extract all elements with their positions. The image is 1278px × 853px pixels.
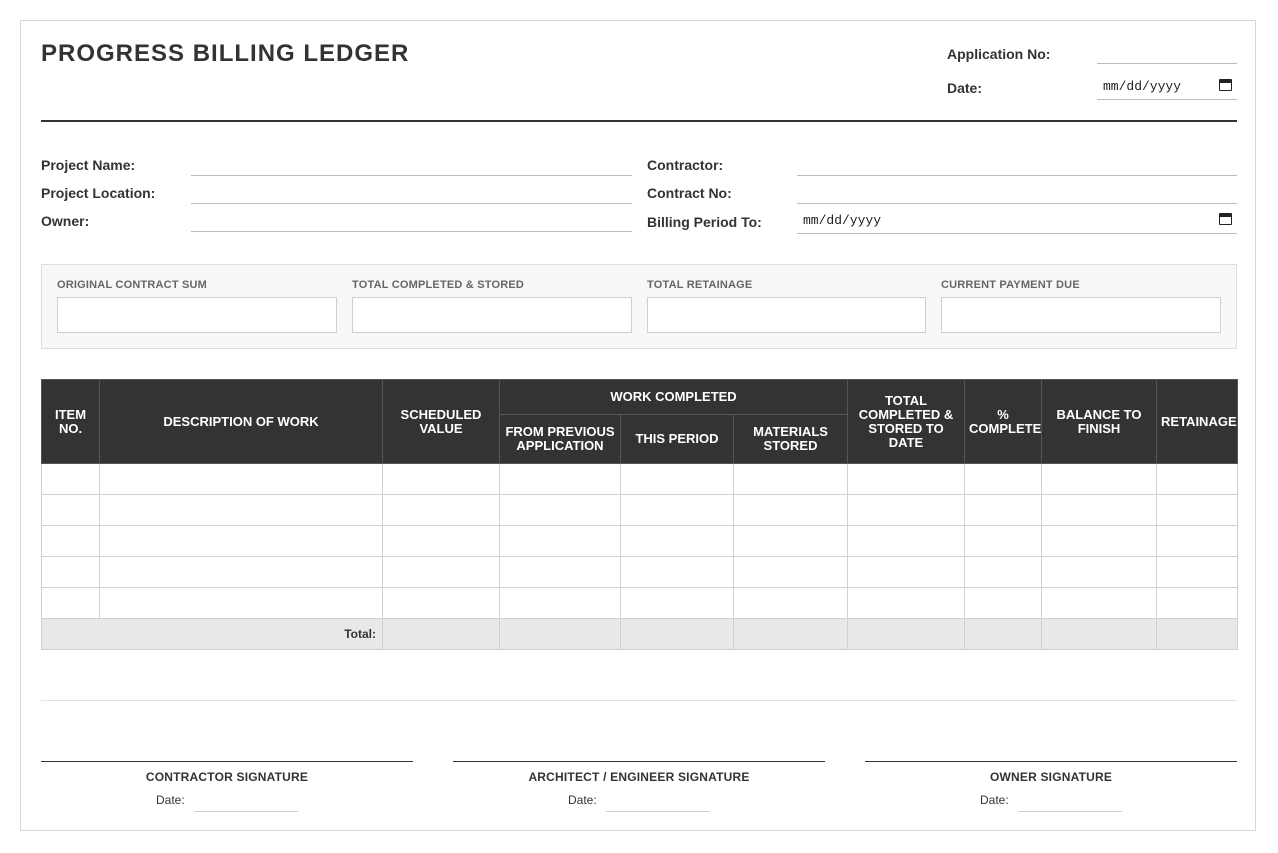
header-retainage: RETAINAGE: [1157, 380, 1238, 464]
table-cell[interactable]: [1157, 526, 1238, 557]
table-row: [42, 495, 1238, 526]
total-completed-stored-input[interactable]: [352, 297, 632, 333]
architect-signature-date: [453, 790, 825, 814]
date-label: Date:: [947, 80, 983, 96]
architect-signature-line[interactable]: [453, 761, 825, 762]
total-completed-stored-label: TOTAL COMPLETED & STORED: [352, 279, 525, 291]
table-cell[interactable]: [1042, 557, 1157, 588]
table-cell[interactable]: [42, 495, 100, 526]
table-cell[interactable]: [621, 495, 734, 526]
project-location-input[interactable]: [191, 181, 632, 204]
date-input[interactable]: [1097, 74, 1237, 100]
architect-signature-block: [453, 761, 825, 814]
billing-period-placeholder: mm/dd/yyyy: [803, 213, 882, 228]
page-title: PROGRESS BILLING LEDGER: [41, 40, 410, 67]
table-cell[interactable]: [500, 464, 621, 495]
header-item-no: ITEM NO.: [42, 380, 100, 464]
original-contract-sum-label: ORIGINAL CONTRACT SUM: [57, 279, 208, 291]
owner-signature-label: OWNER SIGNATURE: [989, 770, 1113, 784]
table-cell[interactable]: [383, 495, 500, 526]
table-cell[interactable]: [734, 588, 848, 619]
table-cell[interactable]: [965, 464, 1042, 495]
header-total-completed: TOTAL COMPLETED & STORED TO DATE: [848, 380, 965, 464]
table-cell[interactable]: [848, 526, 965, 557]
total-retainage-label: TOTAL RETAINAGE: [647, 279, 753, 291]
table-cell[interactable]: [383, 588, 500, 619]
total-cell: [500, 619, 621, 650]
contractor-input[interactable]: [797, 153, 1237, 176]
contractor-signature-label: CONTRACTOR SIGNATURE: [145, 770, 309, 784]
original-contract-sum-input[interactable]: [57, 297, 337, 333]
header-scheduled-value: SCHEDULED VALUE: [383, 380, 500, 464]
contractor-signature-block: [41, 761, 413, 814]
table-cell[interactable]: [734, 464, 848, 495]
owner-signature-date: [865, 790, 1237, 814]
header-divider: [41, 120, 1237, 122]
table-cell[interactable]: [383, 557, 500, 588]
owner-signature-block: [865, 761, 1237, 814]
contract-no-label: Contract No:: [647, 185, 732, 201]
table-cell[interactable]: [965, 526, 1042, 557]
signature-date-label: Date:: [568, 793, 597, 807]
signature-date-input[interactable]: [194, 811, 298, 812]
table-cell[interactable]: [42, 464, 100, 495]
signature-date-label: Date:: [980, 793, 1009, 807]
signature-date-input[interactable]: [1018, 811, 1122, 812]
date-placeholder: mm/dd/yyyy: [1103, 79, 1182, 94]
table-cell[interactable]: [965, 495, 1042, 526]
table-cell[interactable]: [965, 557, 1042, 588]
table-cell[interactable]: [100, 557, 383, 588]
owner-label: Owner:: [41, 213, 90, 229]
table-cell[interactable]: [500, 495, 621, 526]
table-cell[interactable]: [621, 557, 734, 588]
signature-date-label: Date:: [156, 793, 185, 807]
current-payment-due-input[interactable]: [941, 297, 1221, 333]
ledger-table: [41, 379, 1238, 650]
table-row: [42, 526, 1238, 557]
calendar-icon[interactable]: [1219, 79, 1232, 91]
billing-period-input[interactable]: [797, 208, 1237, 234]
table-cell[interactable]: [383, 526, 500, 557]
contractor-signature-line[interactable]: [41, 761, 413, 762]
signature-date-input[interactable]: [606, 811, 710, 812]
table-cell[interactable]: [734, 495, 848, 526]
table-cell[interactable]: [1042, 526, 1157, 557]
table-row: [42, 588, 1238, 619]
total-cell: [848, 619, 965, 650]
table-cell[interactable]: [100, 495, 383, 526]
table-cell[interactable]: [383, 464, 500, 495]
architect-signature-label: ARCHITECT / ENGINEER SIGNATURE: [528, 770, 750, 784]
total-cell: [383, 619, 500, 650]
summary-panel: [41, 264, 1237, 349]
table-cell[interactable]: [100, 464, 383, 495]
project-name-input[interactable]: [191, 153, 632, 176]
table-cell[interactable]: [1042, 464, 1157, 495]
table-cell[interactable]: [621, 588, 734, 619]
table-cell[interactable]: [734, 557, 848, 588]
header-this-period: THIS PERIOD: [621, 415, 734, 464]
owner-signature-line[interactable]: [865, 761, 1237, 762]
table-cell[interactable]: [500, 526, 621, 557]
contractor-signature-date: [41, 790, 413, 814]
table-cell[interactable]: [848, 495, 965, 526]
billing-period-label: Billing Period To:: [647, 214, 762, 230]
table-cell[interactable]: [1042, 588, 1157, 619]
table-cell[interactable]: [734, 526, 848, 557]
contract-no-input[interactable]: [797, 181, 1237, 204]
table-cell[interactable]: [100, 526, 383, 557]
table-cell[interactable]: [1157, 588, 1238, 619]
table-cell[interactable]: [500, 588, 621, 619]
table-cell[interactable]: [1042, 495, 1157, 526]
header-percent-complete: % COMPLETE: [965, 380, 1042, 464]
billing-ledger-form: [20, 20, 1256, 831]
table-cell[interactable]: [42, 557, 100, 588]
total-cell: [734, 619, 848, 650]
total-retainage-input[interactable]: [647, 297, 926, 333]
header-balance-to-finish: BALANCE TO FINISH: [1042, 380, 1157, 464]
contractor-label: Contractor:: [647, 157, 724, 173]
header-description: DESCRIPTION OF WORK: [100, 380, 383, 464]
total-cell: [1042, 619, 1157, 650]
table-cell[interactable]: [1157, 464, 1238, 495]
table-cell[interactable]: [965, 588, 1042, 619]
project-name-label: Project Name:: [41, 157, 136, 173]
owner-input[interactable]: [191, 209, 632, 232]
table-row: [42, 464, 1238, 495]
table-cell[interactable]: [848, 464, 965, 495]
total-label: Total:: [42, 619, 383, 650]
table-cell[interactable]: [1157, 557, 1238, 588]
table-cell[interactable]: [1157, 495, 1238, 526]
total-cell: [1157, 619, 1238, 650]
table-cell[interactable]: [621, 526, 734, 557]
table-cell[interactable]: [848, 588, 965, 619]
total-cell: [965, 619, 1042, 650]
section-divider: [41, 700, 1237, 701]
header-work-completed: WORK COMPLETED: [500, 380, 848, 415]
table-cell[interactable]: [848, 557, 965, 588]
table-cell[interactable]: [42, 526, 100, 557]
header-from-previous: FROM PREVIOUS APPLICATION: [500, 415, 621, 464]
table-cell[interactable]: [42, 588, 100, 619]
header-materials-stored: MATERIALS STORED: [734, 415, 848, 464]
application-no-input[interactable]: [1097, 41, 1237, 64]
calendar-icon[interactable]: [1219, 213, 1232, 225]
table-cell[interactable]: [100, 588, 383, 619]
table-cell[interactable]: [621, 464, 734, 495]
table-cell[interactable]: [500, 557, 621, 588]
table-row: [42, 557, 1238, 588]
total-row: [42, 619, 1238, 650]
project-location-label: Project Location:: [41, 185, 156, 201]
current-payment-due-label: CURRENT PAYMENT DUE: [941, 279, 1080, 291]
application-no-label: Application No:: [947, 46, 1051, 62]
total-cell: [621, 619, 734, 650]
